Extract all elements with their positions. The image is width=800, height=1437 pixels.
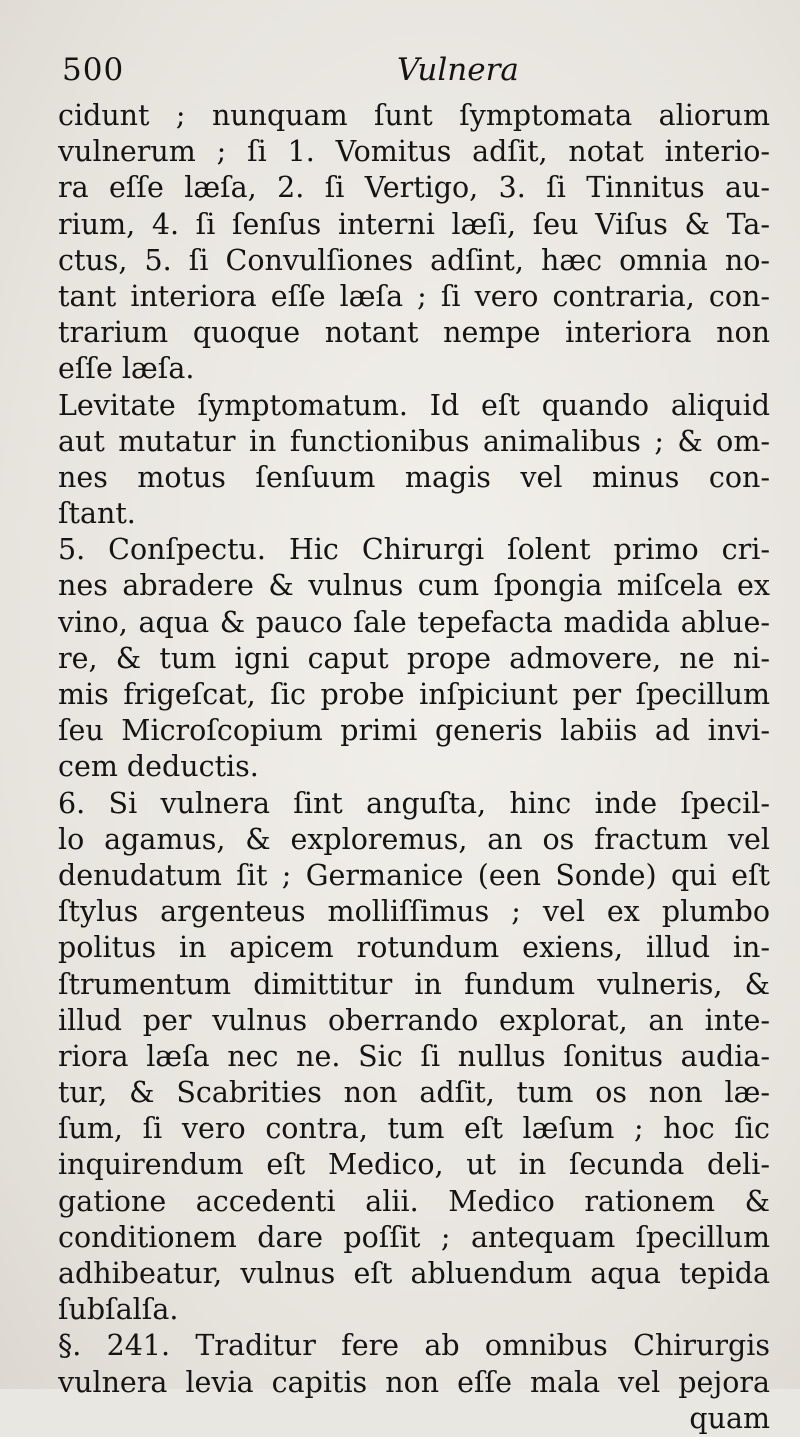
text-line: aut mutatur in functionibus animalibus ; & om- xyxy=(58,424,770,458)
text-line: ra eſſe læſa, 2. ſi Vertigo, 3. ſi Tinnitus au- xyxy=(58,171,770,205)
text-line: illud per vulnus oberrando explorat, an inte- xyxy=(58,1003,770,1037)
text-line: tant interiora eſſe læſa ; ſi vero contraria, con- xyxy=(58,279,770,313)
text-line: mis frigeſcat, ſic probe inſpiciunt per ſpecillum xyxy=(58,678,770,711)
text-line: adhibeatur, vulnus eſt abluendum aqua tepida xyxy=(58,1257,770,1290)
text-line: vulnerum ; ſi 1. Vomitus adſit, notat interio- xyxy=(58,135,770,169)
running-head: Vulnera xyxy=(397,52,519,88)
text-line: ſtant. xyxy=(58,497,136,531)
text-line: denudatum ſit ; Germanice (een Sonde) qui eſt xyxy=(58,858,770,892)
text-line: vulnera levia capitis non eſſe mala vel pejora xyxy=(58,1365,770,1399)
text-line: ſtrumentum dimittitur in fundum vulneris, & xyxy=(58,967,770,1001)
text-line: gatione accedenti alii. Medico rationem & xyxy=(58,1184,770,1218)
text-line: ſum, ſi vero contra, tum eſt læſum ; hoc ſic xyxy=(58,1112,770,1146)
text-line: ſeu Microſcopium primi generis labiis ad invi- xyxy=(58,714,770,748)
text-line: politus in apicem rotundum exiens, illud in- xyxy=(58,931,770,965)
text-line: tur, & Scabrities non adſit, tum os non læ- xyxy=(58,1076,770,1110)
text-line: nes motus ſenſuum magis vel minus con- xyxy=(58,460,770,494)
text-line: inquirendum eſt Medico, ut in ſecunda deli- xyxy=(58,1148,770,1182)
text-line: 6. Si vulnera ſint anguſta, hinc inde ſpecil- xyxy=(58,786,770,820)
text-line: trarium quoque notant nempe interiora non xyxy=(58,316,770,350)
text-line: lo agamus, & exploremus, an os fractum vel xyxy=(58,822,770,856)
page-header xyxy=(62,52,772,96)
text-line: 5. Conſpectu. Hic Chirurgi ſolent primo cri- xyxy=(58,533,770,567)
text-line: nes abradere & vulnus cum ſpongia miſcela ex xyxy=(58,569,770,603)
text-line: conditionem dare poſſit ; antequam ſpecillum xyxy=(58,1220,770,1254)
text-line: re, & tum igni caput prope admovere, ne ni- xyxy=(58,641,770,675)
text-line: eſſe læſa. xyxy=(58,352,195,386)
text-line: quam xyxy=(689,1401,770,1435)
text-line: cidunt ; nunquam ſunt ſymptomata aliorum xyxy=(58,99,770,132)
page-number: 500 xyxy=(62,52,125,88)
text-line: vino, aqua & pauco ſale tepefacta madida ablue- xyxy=(58,605,770,639)
text-line: ſtylus argenteus molliſſimus ; vel ex plumbo xyxy=(58,895,770,929)
body-text xyxy=(58,98,770,1437)
text-line: Levitate ſymptomatum. Id eſt quando aliquid xyxy=(58,388,770,422)
text-line: cem deductis. xyxy=(58,750,259,784)
text-line: rium, 4. ſi ſenſus interni læſi, ſeu Viſus & Ta- xyxy=(58,207,770,241)
text-line: ſubſalſa. xyxy=(58,1293,179,1327)
text-line: §. 241. Traditur fere ab omnibus Chirurgis xyxy=(58,1329,770,1363)
text-line: riora læſa nec ne. Sic ſi nullus ſonitus audia- xyxy=(58,1039,770,1073)
text-line: ctus, 5. ſi Convulſiones adſint, hæc omnia no- xyxy=(58,243,770,277)
